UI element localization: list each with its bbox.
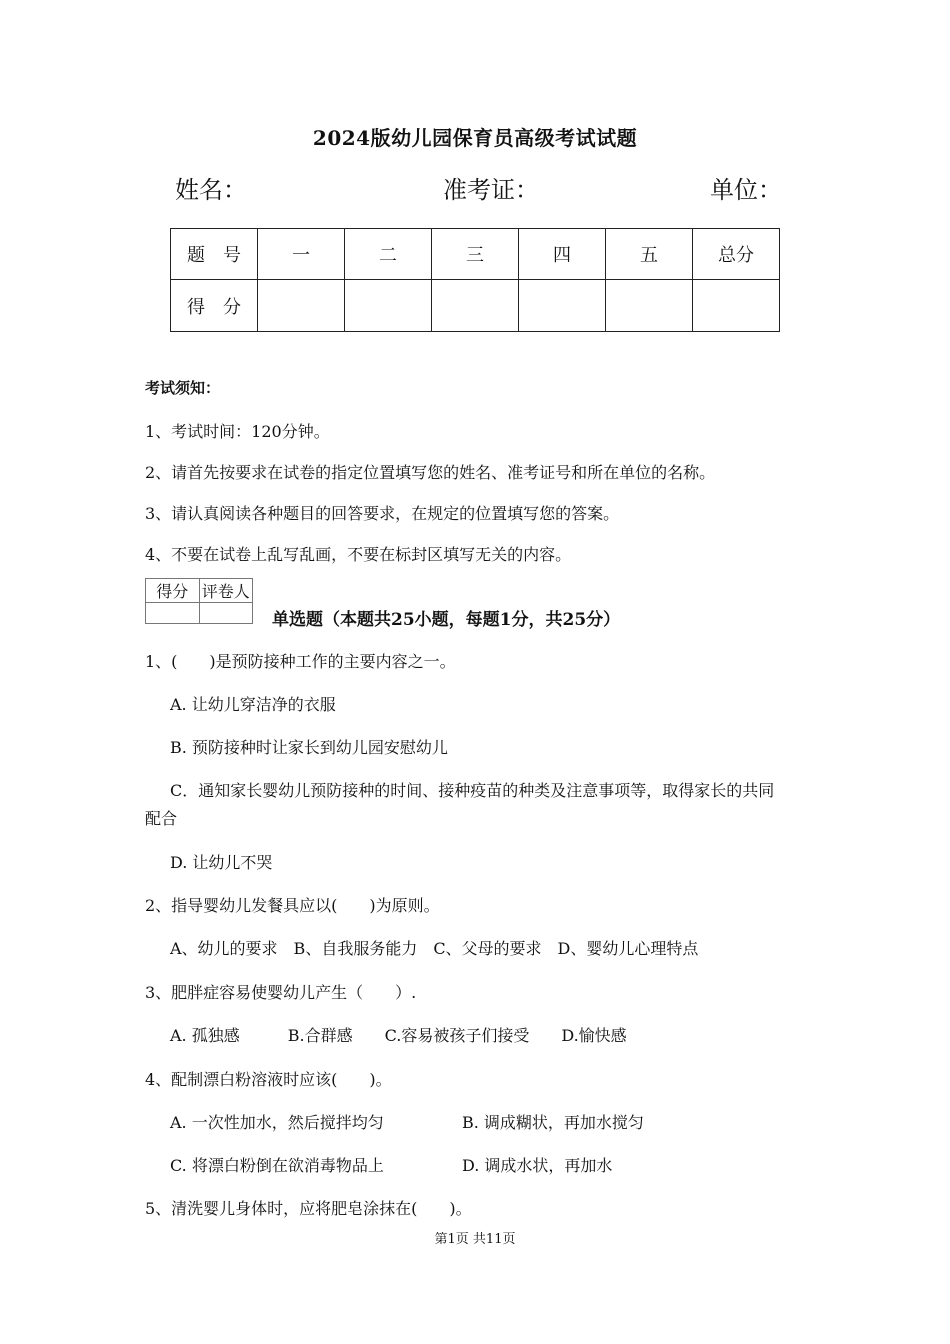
question-1-option-d: D. 让幼儿不哭 [170,853,273,872]
question-1-option-c-continued: 配合 [145,809,178,828]
score-table-cell: 题 号 [171,229,258,280]
score-table-cell: 得 分 [171,280,258,332]
score-table-cell [606,280,693,332]
note-item: 2、请首先按要求在试卷的指定位置填写您的姓名、准考证号和所在单位的名称。 [145,463,716,482]
question-2-stem: 2、指导婴幼儿发餐具应以( )为原则。 [145,896,440,915]
grader-reviewer-cell [199,603,253,624]
note-item: 3、请认真阅读各种题目的回答要求，在规定的位置填写您的答案。 [145,504,620,523]
page-footer: 第1页 共11页 [434,1232,516,1247]
grader-score-label: 得分 [146,579,200,603]
score-table-cell [519,280,606,332]
question-1-option-c: C．通知家长婴幼儿预防接种的时间、接种疫苗的种类及注意事项等，取得家长的共同 [170,781,775,800]
score-table-cell: 总分 [693,229,780,280]
question-4-stem: 4、配制漂白粉溶液时应该( )。 [145,1070,392,1089]
score-table-header-row [171,229,780,280]
note-item: 4、不要在试卷上乱写乱画，不要在标封区填写无关的内容。 [145,545,572,564]
question-1-stem: 1、( )是预防接种工作的主要内容之一。 [145,652,456,671]
score-table [170,228,780,332]
note-item: 1、考试时间：120分钟。 [145,422,330,441]
score-table-cell: 一 [258,229,345,280]
notes-heading: 考试须知： [145,379,221,397]
score-table-cell: 五 [606,229,693,280]
question-4-option-a: A. 一次性加水，然后搅拌均匀 [170,1113,384,1132]
question-4-option-d: D. 调成水状，再加水 [462,1156,613,1175]
question-3-options: A. 孤独感 B.合群感 C.容易被孩子们接受 D.愉快感 [170,1026,627,1045]
question-2-options: A、幼儿的要求 B、自我服务能力 C、父母的要求 D、婴幼儿心理特点 [170,939,699,958]
score-table-cell: 二 [345,229,432,280]
section-title: 单选题（本题共25小题，每题1分，共25分） [272,610,621,630]
grader-score-cell [146,603,200,624]
name-label: 姓名： [175,176,247,204]
score-table-cell [432,280,519,332]
question-4-option-b: B. 调成糊状，再加水搅匀 [462,1113,644,1132]
question-1-option-a: A. 让幼儿穿洁净的衣服 [170,695,336,714]
question-3-stem: 3、肥胖症容易使婴幼儿产生（ ）. [145,983,417,1002]
score-table-cell [258,280,345,332]
grader-reviewer-label: 评卷人 [199,579,253,603]
question-1-option-b: B. 预防接种时让家长到幼儿园安慰幼儿 [170,738,448,757]
grader-box [145,578,253,624]
score-table-cell [345,280,432,332]
unit-label: 单位： [710,176,782,204]
score-table-score-row [171,280,780,332]
question-4-option-c: C. 将漂白粉倒在欲消毒物品上 [170,1156,384,1175]
question-5-stem: 5、清洗婴儿身体时，应将肥皂涂抹在( )。 [145,1199,472,1218]
exam-id-label: 准考证： [443,176,539,204]
score-table-cell: 三 [432,229,519,280]
score-table-cell [693,280,780,332]
score-table-cell: 四 [519,229,606,280]
exam-title: 2024版幼儿园保育员高级考试试题 [312,126,638,150]
